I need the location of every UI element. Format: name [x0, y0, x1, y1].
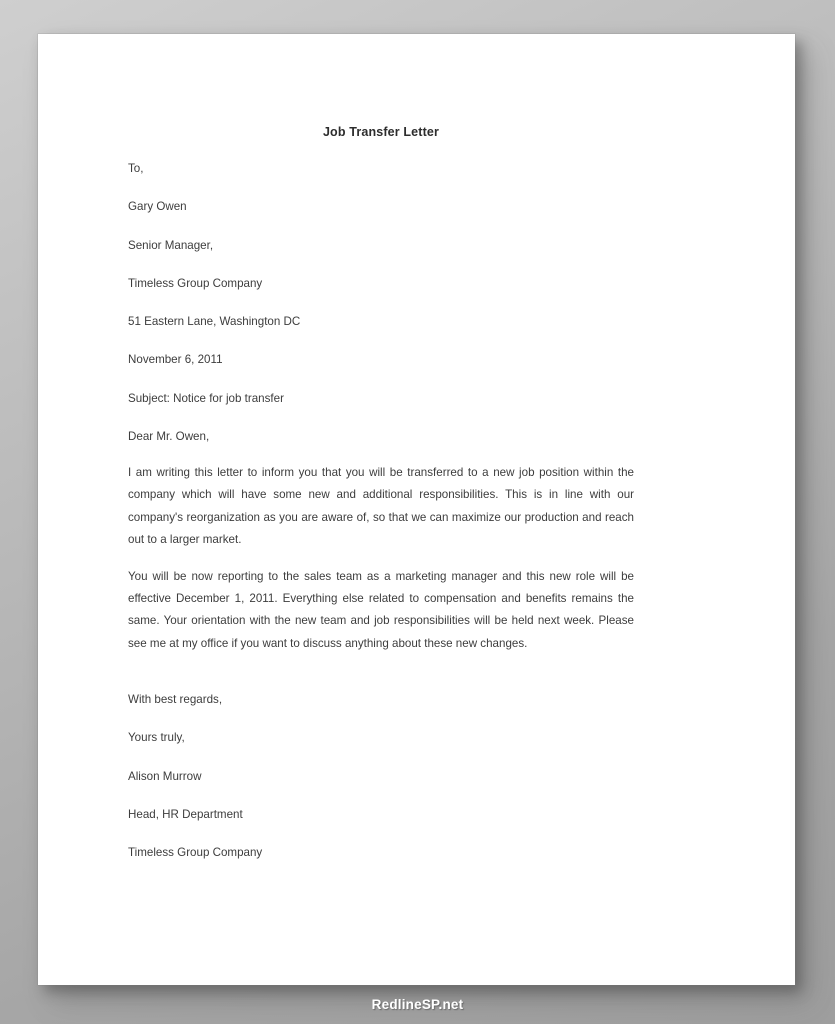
address-line: To, — [128, 162, 144, 175]
letter-body — [128, 462, 634, 655]
signature-company: Timeless Group Company — [128, 846, 263, 860]
body-paragraph: You will be now reporting to the sales team as a marketing manager and this new role will be effective December 1, 2011. Everything else related to compensation and benefits remains the same. Your orientation with the new team and job responsibilities will be held next week. Please see me at my office if you want to discuss anything about these new changes. — [128, 569, 634, 650]
letter-subject: Subject: Notice for job transfer — [128, 391, 284, 405]
letter-page — [38, 34, 795, 985]
letter-closing-block — [128, 693, 634, 860]
recipient-address-block — [128, 162, 634, 444]
address-line: 51 Eastern Lane, Washington DC — [128, 315, 301, 329]
site-watermark: RedlineSP.net — [371, 997, 464, 1012]
address-line: Gary Owen — [128, 200, 187, 214]
document-page-container — [38, 34, 795, 985]
address-line: Senior Manager, — [128, 238, 214, 252]
letter-salutation: Dear Mr. Owen, — [128, 430, 210, 444]
address-line: Timeless Group Company — [128, 276, 263, 290]
page-title: Job Transfer Letter — [322, 125, 440, 139]
closing-line: With best regards, — [128, 693, 223, 706]
letter-date: November 6, 2011 — [128, 353, 223, 367]
signature-name: Alison Murrow — [128, 769, 202, 783]
page-content-area — [128, 34, 634, 985]
body-paragraph: I am writing this letter to inform you that you will be transferred to a new job position within the company which will have some new and additional responsibilities. This is in line with our company's reorganization as you are aware of, so that we can maximize our production and reach out to a larger market. — [128, 466, 634, 547]
footer-watermark-bar — [0, 985, 835, 1024]
signature-title: Head, HR Department — [128, 807, 243, 821]
closing-line: Yours truly, — [128, 731, 185, 745]
